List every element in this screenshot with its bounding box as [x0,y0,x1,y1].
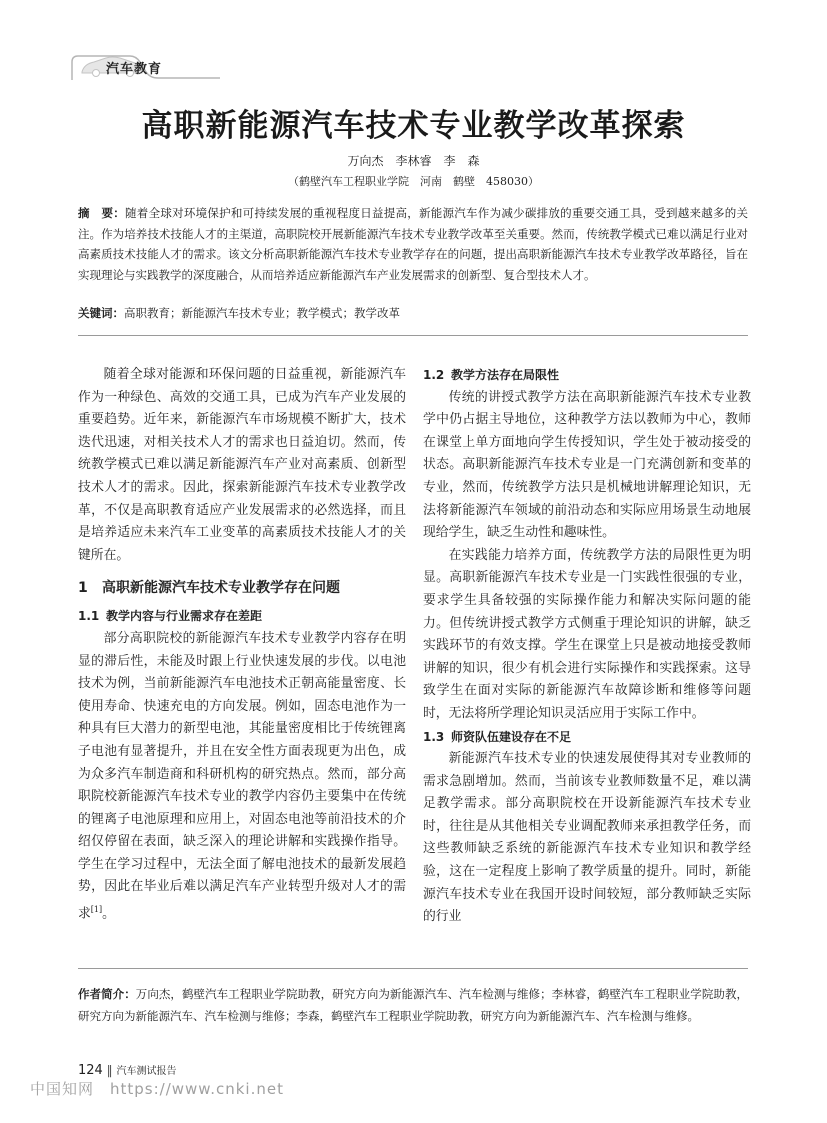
paragraph-end: 。 [102,906,115,922]
section-1-3-paragraph: 新能源汽车技术专业的快速发展使得其对专业教师的需求急剧增加。然而，当前该专业教师数量不足，难以满足教学需求。部分高职院校在开设新能源汽车技术专业时，往往是从其他相关专业调配教师来承担教学任务，而这些教师缺乏系统的新能源汽车技术专业知识和教学经验，这在一定程度上影响了教学质量的提升。同时，新能源汽车技术专业在我国开设时间较短，部分教师缺乏实际的行业 [423,751,751,925]
footer-separator: ‖ [106,1063,113,1077]
author-list: 万向杰 李林睿 李 森 [347,154,480,168]
page-number: 124 [78,1063,103,1078]
intro-paragraph: 随着全球对能源和环保问题的日益重视，新能源汽车作为一种绿色、高效的交通工具，已成为汽车产业发展的重要趋势。近年来，新能源汽车市场规模不断扩大，技术迭代迅速，对相关技术人才的需求也日益迫切。然而，传统教学模式已难以满足新能源汽车产业对高素质、创新型技术人才的需求。因此，探索新能源汽车技术专业教学改革，不仅是高职教育适应产业发展需求的必然选择，而且是培养适应未来汽车工业变革的高素质技术技能人才的关键所在。 [78,367,406,563]
section-number: 1.3 [423,729,445,744]
section-1-2-paragraph-2: 在实践能力培养方面，传统教学方法的局限性更为明显。高职新能源汽车技术专业是一门实践性很强的专业，要求学生具备较强的实际操作能力和解决实际问题的能力。但传统讲授式教学方式侧重于理论知识的讲解，缺乏实践环节的有效支撑。学生在课堂上只是被动地接受教师讲解的知识，很少有机会进行实际操作和实践探索。这导致学生在面对实际的新能源汽车故障诊断和维修等问题时，无法将所学理论知识灵活应用于实际工作中。 [423,547,751,721]
section-title: 高职新能源汽车技术专业教学存在问题 [102,580,340,597]
section-number: 1.1 [78,609,100,624]
keywords [78,303,748,324]
author-bio-label: 作者简介： [78,987,136,1001]
section-title: 师资队伍建设存在不足 [451,729,572,744]
affiliation: （鹤壁汽车工程职业学院 河南 鹤壁 458030） [288,175,539,188]
article-title: 高职新能源汽车技术专业教学改革探索 [141,108,686,144]
divider [78,335,748,336]
section-1-heading [78,577,406,599]
section-number: 1.2 [423,368,445,382]
section-1-2-heading [423,364,751,387]
abstract-text: 随着全球对环境保护和可持续发展的重视程度日益提高，新能源汽车作为减少碳排放的重要交通工具，受到越来越多的关注。作为培养技术技能人才的主渠道，高职院校开展新能源汽车技术专业教学改革至关重要。然而，传统教学模式已难以满足行业对高素质技术技能人才的需求。该文分析高职新能源汽车技术专业教学存在的问题，提出高职新能源汽车技术专业教学改革路径，旨在实现理论与实践教学的深度融合，从而培养适应新能源汽车产业发展需求的创新型、复合型技术人才。 [78,206,749,282]
page-footer [78,1062,176,1078]
section-1-2-paragraph-1: 传统的讲授式教学方法在高职新能源汽车技术专业教学中仍占据主导地位，这种教学方法以教师为中心，教师在课堂上单方面地向学生传授知识，学生处于被动接受的状态。高职新能源汽车技术专业是一门充满创新和变革的专业，然而，传统教学方法只是机械地讲解理论知识，无法将新能源汽车领域的前沿动态和实际应用场景生动地展现给学生，缺乏生动性和趣味性。 [423,389,751,541]
left-column [78,364,406,926]
divider [78,968,748,969]
author-bio [78,984,748,1027]
section-title: 教学方法存在局限性 [451,368,560,382]
section-title: 教学内容与行业需求存在差距 [106,609,263,624]
section-1-3-heading [423,726,751,749]
author-bio-text: 万向杰，鹤壁汽车工程职业学院助教，研究方向为新能源汽车、汽车检测与维修；李林睿，鹤壁汽车工程职业学院助教，研究方向为新能源汽车、汽车检测与维修；李森，鹤壁汽车工程职业学院助教，研究方向为新能源汽车、汽车检测与维修。 [78,987,748,1023]
section-1-1-paragraph [78,628,406,926]
journal-name: 汽车测试报告 [116,1066,177,1077]
abstract-label: 摘 要： [78,206,126,220]
keywords-text: 高职教育；新能源汽车技术专业；教学模式；教学改革 [124,306,400,320]
paragraph-text: 部分高职院校的新能源汽车技术专业教学内容存在明显的滞后性，未能及时跟上行业快速发展的步伐。以电池技术为例，当前新能源汽车电池技术正朝高能量密度、长使用寿命、快速充电的方向发展。例如，固态电池作为一种具有巨大潜力的新型电池，其能量密度相比于传统锂离子电池有显著提升，并且在安全性方面表现更为出色，成为众多汽车制造商和科研机构的研究热点。然而，部分高职院校新能源汽车技术专业的教学内容仍主要集中在传统的锂离子电池原理和应用上，对固态电池等前沿技术的介绍仅停留在表面，缺乏深入的理论讲解和实践操作指导。学生在学习过程中，无法全面了解电池技术的最新发展趋势，因此在毕业后难以满足汽车产业转型升级对人才的需求 [78,630,406,922]
keywords-label: 关键词： [78,306,124,320]
cnki-watermark: 中国知网 https://www.cnki.net [30,1080,284,1098]
section-number: 1 [78,580,88,597]
section-1-1-heading [78,605,406,628]
right-column [423,364,751,929]
journal-section-label: 汽车教育 [106,62,163,77]
citation: [1] [90,905,103,915]
abstract [78,203,748,285]
